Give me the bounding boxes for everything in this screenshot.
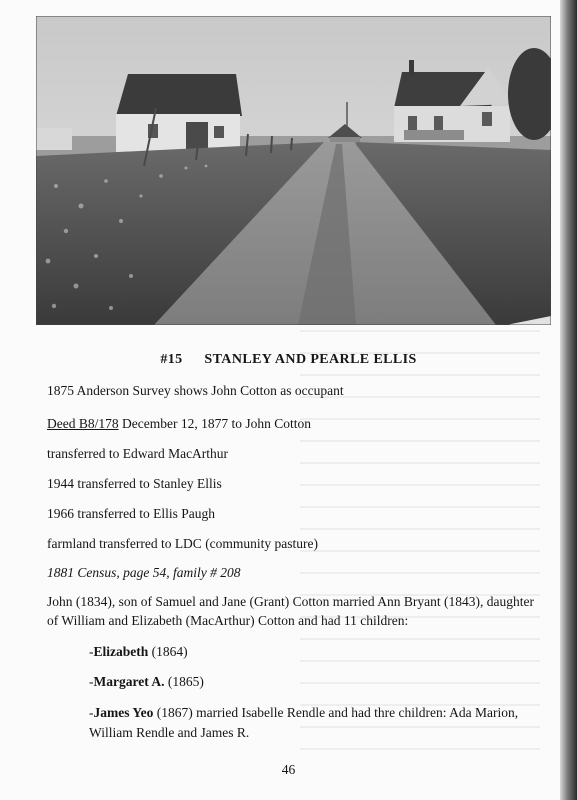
census-record: 1881 Census, page 54, family # 208 bbox=[47, 565, 241, 580]
family-paragraph: John (1834), son of Samuel and Jane (Grant) Cotton married Ann Bryant (1843), daughter of William and Elizabeth (MacArthur) Cotton and had 11 children: bbox=[47, 594, 535, 628]
transfer-record-2: 1944 transferred to Stanley Ellis bbox=[47, 476, 222, 491]
child-entry bbox=[89, 703, 539, 743]
heading-title: STANLEY AND PEARLE ELLIS bbox=[204, 352, 417, 367]
child-entry bbox=[89, 644, 188, 660]
transfer-record-1: transferred to Edward MacArthur bbox=[47, 446, 229, 461]
survey-record: 1875 Anderson Survey shows John Cotton as occupant bbox=[47, 383, 344, 398]
child-entry bbox=[89, 674, 204, 690]
transfer-record-4: farmland transferred to LDC (community pasture) bbox=[47, 536, 319, 551]
child-detail: (1864) bbox=[148, 644, 188, 659]
child-detail: (1865) bbox=[164, 674, 204, 689]
child-prefix: - bbox=[89, 644, 94, 659]
child-name: Elizabeth bbox=[93, 644, 149, 659]
child-name: Margaret A. bbox=[93, 674, 165, 689]
child-name: James Yeo bbox=[93, 705, 154, 720]
deed-detail: December 12, 1877 to John Cotton bbox=[118, 416, 311, 431]
scan-binding-edge bbox=[560, 0, 577, 800]
child-detail: (1867) married Isabelle Rendle and had thre children: Ada Marion, William Rendle and James R. bbox=[89, 705, 519, 740]
deed-record bbox=[47, 416, 311, 432]
child-prefix: - bbox=[89, 674, 94, 689]
deed-reference: Deed B8/178 bbox=[47, 416, 119, 431]
lot-number: #15 bbox=[160, 352, 183, 367]
section-heading bbox=[0, 352, 577, 368]
child-prefix: - bbox=[89, 705, 94, 720]
transfer-record-3: 1966 transferred to Ellis Paugh bbox=[47, 506, 215, 521]
farm-road-photograph bbox=[36, 16, 551, 325]
page-number: 46 bbox=[281, 762, 296, 777]
